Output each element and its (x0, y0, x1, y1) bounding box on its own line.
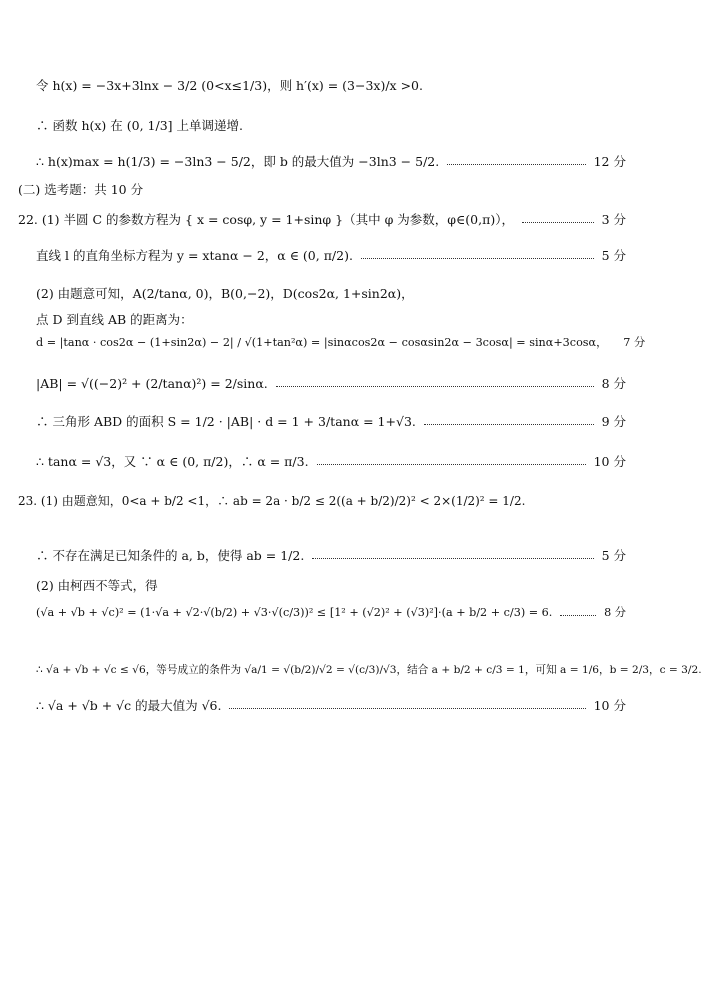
q22-part2-area (36, 412, 640, 430)
line-text: ∴ tanα = √3，又 ∵ α ∈ (0, π/2)，∴ α = π/3. (36, 454, 309, 469)
score-label: 8 分 (604, 606, 626, 619)
score-label: 10 分 (593, 698, 626, 713)
score-label: 8 分 (601, 376, 626, 391)
q22-part2-ab-length (36, 374, 640, 392)
line-text: ∴ 三角形 ABD 的面积 S = 1/2 · |AB| · d = 1 + 3/tanα = 1+√3. (36, 414, 416, 429)
dot-leader (522, 222, 594, 223)
score-label: 7 分 (623, 336, 646, 349)
line-text: (2) 由柯西不等式，得 (36, 578, 158, 593)
line-text: 令 h(x) = −3x+3lnx − 3/2 (0<x≤1/3)，则 h′(x) = (3−3x)/x >0. (36, 78, 423, 93)
score-label: 9 分 (601, 414, 626, 429)
q22-part1-line1 (18, 210, 640, 228)
line-text: (二) 选考题：共 10 分 (18, 182, 144, 197)
line-text: ∴ √a + √b + √c ≤ √6，等号成立的条件为 √a/1 = √(b/2)/√2 = √(c/3)/√3，结合 a + b/2 + c/3 = 1，可知 a = 1/6，b = 2/3，c = 3/2. (36, 664, 702, 676)
dot-leader (361, 258, 594, 259)
score-label: 5 分 (601, 548, 626, 563)
dot-leader (229, 708, 585, 709)
score-label: 10 分 (593, 454, 626, 469)
line-text: 22. (1) 半圆 C 的参数方程为 { x = cosφ, y = 1+sinφ }（其中 φ 为参数，φ∈(0,π)）， (18, 212, 514, 227)
line-text: d = |tanα · cos2α − (1+sin2α) − 2| / √(1+tan²α) = |sinαcos2α − cosαsin2α − 3cosα| = sinα+3cosα， (36, 336, 608, 349)
line-text: 23. (1) 由题意知，0<a + b/2 <1，∴ ab = 2a · b/2 ≤ 2((a + b/2)/2)² < 2×(1/2)² = 1/2. (18, 494, 526, 508)
q23-part2-equality (36, 662, 702, 677)
q22-part2-alpha (36, 452, 640, 470)
dot-leader (317, 464, 586, 465)
score-label: 12 分 (593, 154, 626, 169)
line-text: ∴ √a + √b + √c 的最大值为 √6. (36, 698, 222, 713)
line-text: (√a + √b + √c)² = (1·√a + √2·√(b/2) + √3·√(c/3))² ≤ [1² + (√2)² + (√3)²]·(a + b/2 + c/3) = 6. (36, 605, 553, 619)
q23-part2-max (36, 696, 640, 714)
dot-leader (447, 164, 585, 165)
dot-leader (560, 615, 596, 616)
q23-part2-intro (36, 576, 640, 594)
line-text: (2) 由题意可知，A(2/tanα, 0)，B(0,−2)，D(cos2α, 1+sin2α)， (36, 286, 414, 301)
score-label: 5 分 (601, 248, 626, 263)
q22-part1-line2 (36, 246, 640, 264)
line-text: ∴ h(x)max = h(1/3) = −3ln3 − 5/2，即 b 的最大值为 −3ln3 − 5/2. (36, 154, 440, 169)
q22-part2-distance (36, 334, 646, 350)
dot-leader (312, 558, 593, 559)
line-b-max (36, 152, 640, 170)
section-heading-optional (18, 180, 640, 198)
dot-leader (424, 424, 594, 425)
q22-part2-points (36, 284, 640, 302)
q23-part1-conclusion (36, 546, 640, 564)
q23-part2-cauchy (36, 604, 640, 620)
q23-part1-line1 (18, 492, 640, 509)
q22-part2-distance-label (36, 310, 640, 328)
line-text: 点 D 到直线 AB 的距离为： (36, 312, 193, 327)
score-label: 3 分 (601, 212, 626, 227)
line-text: ∴ 不存在满足已知条件的 a, b，使得 ab = 1/2. (36, 548, 305, 563)
line-h-def (36, 76, 640, 94)
line-text: 直线 l 的直角坐标方程为 y = xtanα − 2，α ∈ (0, π/2). (36, 248, 353, 263)
line-text: |AB| = √((−2)² + (2/tanα)²) = 2/sinα. (36, 375, 268, 391)
line-h-increasing (36, 116, 640, 134)
dot-leader (276, 386, 594, 387)
line-text: ∴ 函数 h(x) 在 (0, 1/3] 上单调递增. (36, 118, 243, 133)
